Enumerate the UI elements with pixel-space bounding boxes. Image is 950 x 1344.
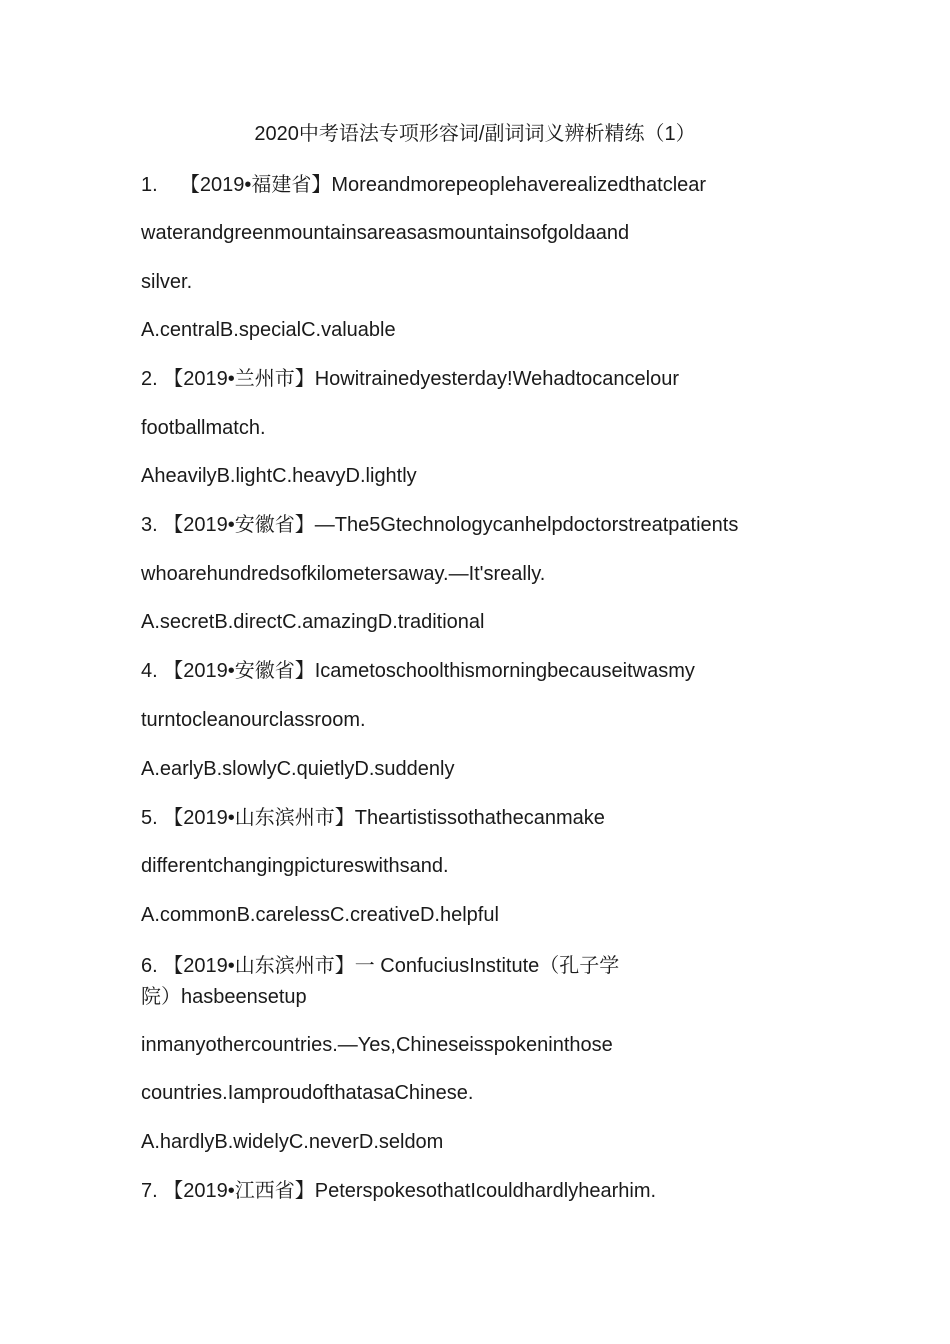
question-3-options: A.secretB.directC.amazingD.traditional [141, 611, 485, 633]
question-4-options: A.earlyB.slowlyC.quietlyD.suddenly [141, 758, 455, 780]
question-1-line-3: silver. [141, 271, 193, 293]
question-2-line-2: footballmatch. [141, 417, 266, 439]
question-3-line-1: 3. 【2019•安徽省】—The5Gtechnologycanhelpdoctorstreatpatients [141, 514, 739, 536]
question-6-line-2: 院）hasbeensetup [141, 986, 307, 1008]
question-6-line-4: countries.IamproudofthatasaChinese. [141, 1082, 474, 1104]
question-5-line-1: 5. 【2019•山东滨州市】Theartistissothathecanmake [141, 807, 605, 829]
question-3-line-2: whoarehundredsofkilometersaway.—It'sreally. [141, 563, 546, 585]
question-6-options: A.hardlyB.widelyC.neverD.seldom [141, 1131, 444, 1153]
question-4-line-2: turntocleanourclassroom. [141, 709, 366, 731]
question-5-line-2: differentchangingpictureswithsand. [141, 855, 449, 877]
question-4-line-1: 4. 【2019•安徽省】Icametoschoolthismorningbecauseitwasmy [141, 660, 695, 682]
question-6-line-3: inmanyothercountries.—Yes,Chineseisspokeninthose [141, 1034, 613, 1056]
document-title: 2020中考语法专项形容词/副词词义辨析精练（1） [254, 123, 696, 145]
question-1-line-2: waterandgreenmountainsareasasmountainsofgoldaand [141, 222, 630, 244]
question-1-options: A.centralB.specialC.valuable [141, 319, 396, 341]
question-6-line-1: 6. 【2019•山东滨州市】一 ConfuciusInstitute（孔子学 [141, 955, 620, 977]
question-1-line-1: 1. 【2019•福建省】Moreandmorepeoplehaverealizedthatclear [141, 174, 707, 196]
question-5-options: A.commonB.carelessC.creativeD.helpful [141, 904, 499, 926]
question-2-line-1: 2. 【2019•兰州市】Howitrainedyesterday!Wehadtocancelour [141, 368, 680, 390]
question-7-line-1: 7. 【2019•江西省】PeterspokesothatIcouldhardlyhearhim. [141, 1180, 657, 1202]
question-2-options: AheavilyB.lightC.heavyD.lightly [141, 465, 417, 487]
